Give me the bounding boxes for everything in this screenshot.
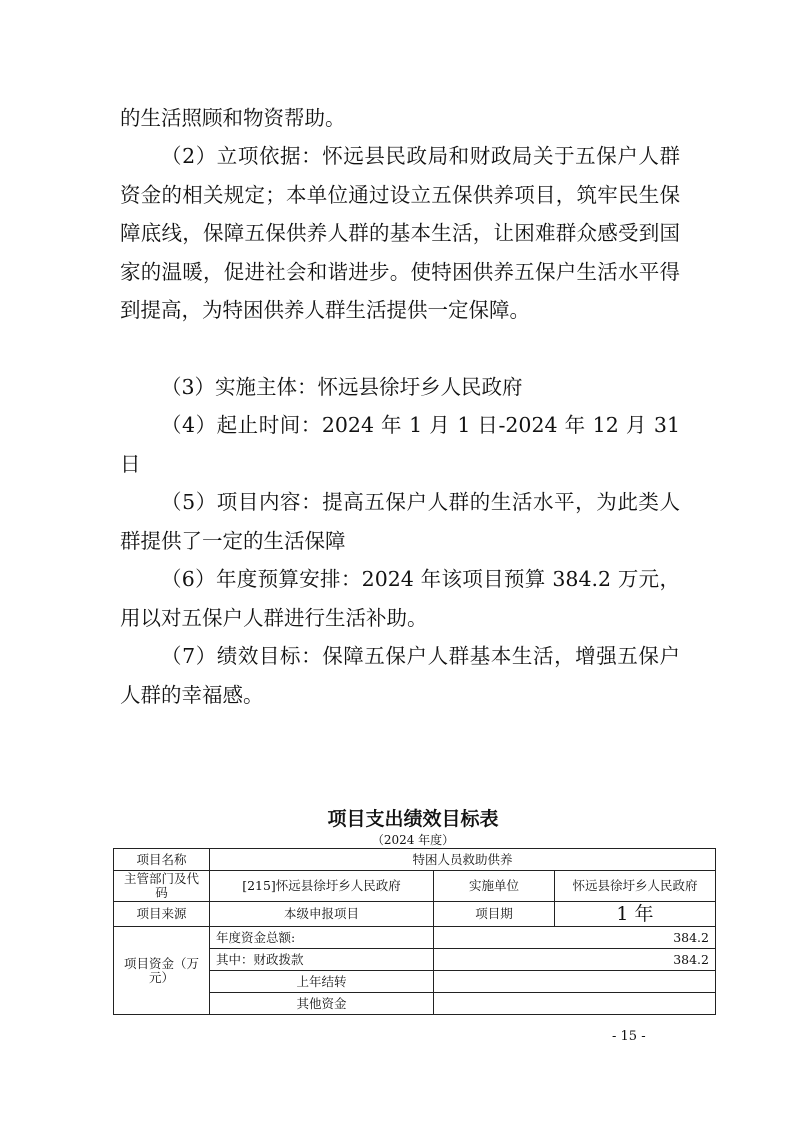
table-title: 项目支出绩效目标表 <box>327 808 499 830</box>
body-paragraph: （4）起止时间：2024 年 1 月 1 日-2024 年 12 月 31 日 <box>120 413 680 476</box>
body-paragraph: （2）立项依据：怀远县民政局和财政局关于五保户人群资金的相关规定；本单位通过设立五保供养项目，筑牢民生保障底线，保障五保供养人群的基本生活，让困难群众感受到国家的温暖，促进社会和谐进步。使特困供养五保户生活水平得到提高，为特困供养人群生活提供一定保障。 <box>120 144 680 322</box>
funds-row-label: 其他资金 <box>210 993 434 1015</box>
funds-row-value <box>434 971 716 993</box>
body-paragraph: 的生活照顾和物资帮助。 <box>120 106 346 130</box>
table-row <box>114 927 716 949</box>
funds-row-value: 384.2 <box>434 949 716 971</box>
project-name-label: 项目名称 <box>114 849 210 871</box>
funds-row-label: 其中：财政拨款 <box>210 949 434 971</box>
funds-row-value: 384.2 <box>434 927 716 949</box>
table-row <box>114 871 716 902</box>
body-paragraph: （6）年度预算安排：2024 年该项目预算 384.2 万元，用以对五保户人群进行生活补助。 <box>120 567 680 630</box>
period-label: 项目期 <box>434 902 555 927</box>
table-row <box>114 849 716 871</box>
table-subtitle: （2024 年度） <box>371 833 455 847</box>
funds-row-label: 年度资金总额: <box>210 927 434 949</box>
table-row <box>114 902 716 927</box>
source-value: 本级申报项目 <box>210 902 434 927</box>
project-name-value: 特困人员救助供养 <box>210 849 716 871</box>
funds-row-value <box>434 993 716 1015</box>
funds-label: 项目资金（万元） <box>114 927 210 1015</box>
body-paragraph: （3）实施主体：怀远县徐圩乡人民政府 <box>161 375 523 399</box>
impl-unit-label: 实施单位 <box>434 871 555 902</box>
body-paragraph: （7）绩效目标：保障五保户人群基本生活，增强五保户人群的幸福感。 <box>120 644 680 707</box>
source-label: 项目来源 <box>114 902 210 927</box>
dept-label: 主管部门及代码 <box>114 871 210 902</box>
period-value: 1 年 <box>555 902 716 927</box>
impl-unit-value: 怀远县徐圩乡人民政府 <box>555 871 716 902</box>
funds-row-label: 上年结转 <box>210 971 434 993</box>
body-paragraph: （5）项目内容：提高五保户人群的生活水平，为此类人群提供了一定的生活保障 <box>120 490 680 553</box>
performance-target-table <box>113 848 716 1015</box>
page-number: - 15 - <box>612 1029 646 1044</box>
dept-value: [215]怀远县徐圩乡人民政府 <box>210 871 434 902</box>
